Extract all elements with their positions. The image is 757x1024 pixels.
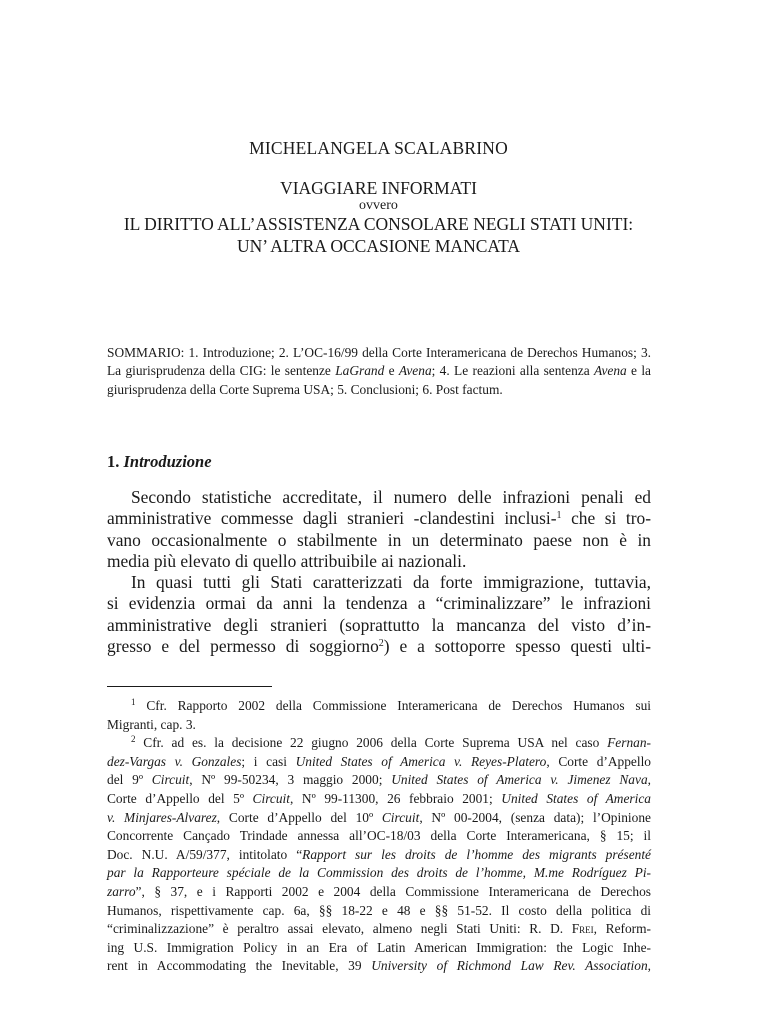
- footnote-italic: Circuit: [252, 790, 290, 806]
- footnote-text: Doc. N.U. A/59/377, intitolato “: [107, 846, 303, 862]
- footnote-2-line: [107, 771, 651, 790]
- footnote-separator: [107, 686, 272, 687]
- footnote-italic: Rapport sur les droits de l’homme des migrants présenté: [302, 846, 652, 862]
- body-line: si evidenzia ormai da anni la tendenza a “criminalizzare” le infrazioni: [107, 593, 651, 614]
- footnote-2-line: [107, 883, 651, 902]
- summary-text: SOMMARIO: 1. Introduzione; 2. L’OC-16/99 della Corte Interamericana de Derechos Humanos; 3. La giurisprudenza della CIG: le sentenze: [107, 345, 651, 379]
- footnote-2-line: [107, 753, 651, 772]
- footnote-1-line: [107, 697, 651, 716]
- footnote-italic: Circuit: [151, 772, 190, 788]
- footnote-italic: United States of America v. Reyes-Platero: [295, 753, 547, 769]
- footnote-ref-2[interactable]: 2: [378, 638, 384, 650]
- footnote-2-line: [107, 734, 651, 753]
- footnote-italic: dez-Vargas v. Gonzales: [107, 753, 242, 769]
- footnote-text: , Nº 99-11300, 26 febbraio 2001;: [290, 790, 502, 806]
- footnote-2-line: Concorrente Cançado Trindade annessa all’OC-18/03 della Corte Interamericana, § 15; il: [107, 828, 651, 844]
- footnote-italic: par la Rapporteure spéciale de la Commission des droits de l’homme, M.me Rodríguez Pi-: [107, 865, 651, 881]
- body-text-run: che si tro-: [561, 508, 652, 529]
- footnote-2-line: [107, 809, 651, 828]
- footnote-italic: Circuit: [381, 809, 420, 825]
- footnote-text: rent in Accommodating the Inevitable, 39: [107, 958, 372, 974]
- footnote-text: del 9º: [107, 772, 152, 788]
- summary-italic: Avena: [398, 363, 432, 379]
- footnote-2-line: [107, 864, 651, 883]
- body-text-run: ) e a sottoporre spesso questi ulti-: [383, 636, 651, 657]
- footnote-text: ; i casi: [241, 753, 296, 769]
- footnote-text: , Nº 99-50234, 3 maggio 2000;: [189, 772, 392, 788]
- body-line: amministrative degli stranieri (soprattutto la mancanza del visto d’in-: [107, 614, 651, 635]
- footnote-italic: zarro: [107, 883, 136, 899]
- body-line: vano occasionalmente o stabilmente in un determinato paese non è in: [107, 529, 651, 550]
- footnote-text: , Reform-: [593, 921, 651, 937]
- title-line-3: UN’ ALTRA OCCASIONE MANCATA: [237, 236, 520, 256]
- footnote-2-line: [107, 920, 651, 939]
- section-number: 1.: [107, 452, 120, 471]
- summary-text: e: [384, 363, 399, 379]
- footnote-1-number: 1: [131, 697, 136, 707]
- footnote-italic: United States of America v. Jimenez Nava: [391, 772, 648, 788]
- footnotes: [107, 697, 651, 976]
- footnote-ref-1[interactable]: 1: [556, 510, 562, 522]
- footnote-2-line: Humanos, rispettivamente cap. 6a, §§ 18-22 e 48 e §§ 51-52. Il costo della politica di: [107, 902, 651, 918]
- footnote-2-line: [107, 790, 651, 809]
- footnote-text: Corte d’Appello del 5º: [107, 790, 253, 806]
- footnote-text: ,: [647, 772, 651, 788]
- footnote-text: “criminalizzazione” è peraltro assai elevato, almeno negli Stati Uniti: R. D.: [107, 921, 572, 937]
- footnote-italic: University of Richmond Law Rev. Association: [371, 958, 648, 974]
- body-line: In quasi tutti gli Stati caratterizzati da forte immigrazione, tuttavia,: [131, 572, 651, 593]
- footnote-italic: United States of America: [501, 790, 651, 806]
- body-text-run: amministrative commesse dagli stranieri -clandestini inclusi-: [107, 508, 557, 529]
- footnote-2-line: [107, 957, 651, 976]
- summary-abstract: [107, 344, 651, 399]
- summary-text: e la giurisprudenza della Corte Suprema USA; 5. Conclusioni; 6. Post factum.: [107, 363, 651, 397]
- section-heading: [107, 452, 212, 472]
- body-line: Secondo statistiche accreditate, il numero delle infrazioni penali ed: [131, 487, 651, 507]
- footnote-2-line: ing U.S. Immigration Policy in an Era of Latin American Immigration: the Logic Inhe-: [107, 939, 651, 955]
- footnote-text: ,: [647, 958, 652, 974]
- summary-italic: LaGrand: [335, 363, 385, 379]
- footnote-2-number: 2: [131, 734, 136, 745]
- footnote-1-line: Migranti, cap. 3.: [107, 716, 196, 732]
- summary-italic: Avena: [594, 363, 627, 379]
- section-title: Introduzione: [123, 452, 212, 471]
- footnote-text: Cfr. Rapporto 2002 della Commissione Interamericana de Derechos Humanos sui: [135, 698, 651, 713]
- footnote-text: , Corte d’Appello: [546, 753, 651, 769]
- title-line-1: VIAGGIARE INFORMATI: [280, 178, 477, 198]
- article-title: [0, 177, 757, 257]
- footnote-text: Cfr. ad es. la decisione 22 giugno 2006 della Corte Suprema USA nel caso: [135, 735, 608, 751]
- footnote-2-line: [107, 846, 651, 865]
- body-line: media più elevato di quello attribuibile ai nazionali.: [107, 550, 467, 571]
- body-text-run: gresso e del permesso di soggiorno: [107, 636, 379, 657]
- footnote-italic: Fernan-: [607, 735, 651, 751]
- title-ovvero: ovvero: [359, 198, 398, 213]
- footnote-text: , Corte d’Appello del 10º: [216, 809, 382, 825]
- footnote-text: , Nº 00-2004, (senza data); l’Opinione: [419, 809, 651, 825]
- summary-text: ; 4. Le reazioni alla sentenza: [431, 363, 595, 379]
- footnote-italic: v. Minjares-Alvarez: [107, 809, 217, 825]
- body-paragraphs: [107, 487, 651, 657]
- title-line-2: IL DIRITTO ALL’ASSISTENZA CONSOLARE NEGLI STATI UNITI:: [123, 214, 634, 234]
- author-name: MICHELANGELA SCALABRINO: [249, 138, 508, 158]
- body-line: [107, 636, 651, 657]
- footnote-smallcaps: Frei: [571, 921, 594, 937]
- footnote-text: ”, § 37, e i Rapporti 2002 e 2004 della Commissione Interamericana de Derechos: [135, 883, 651, 899]
- body-line: [107, 508, 651, 529]
